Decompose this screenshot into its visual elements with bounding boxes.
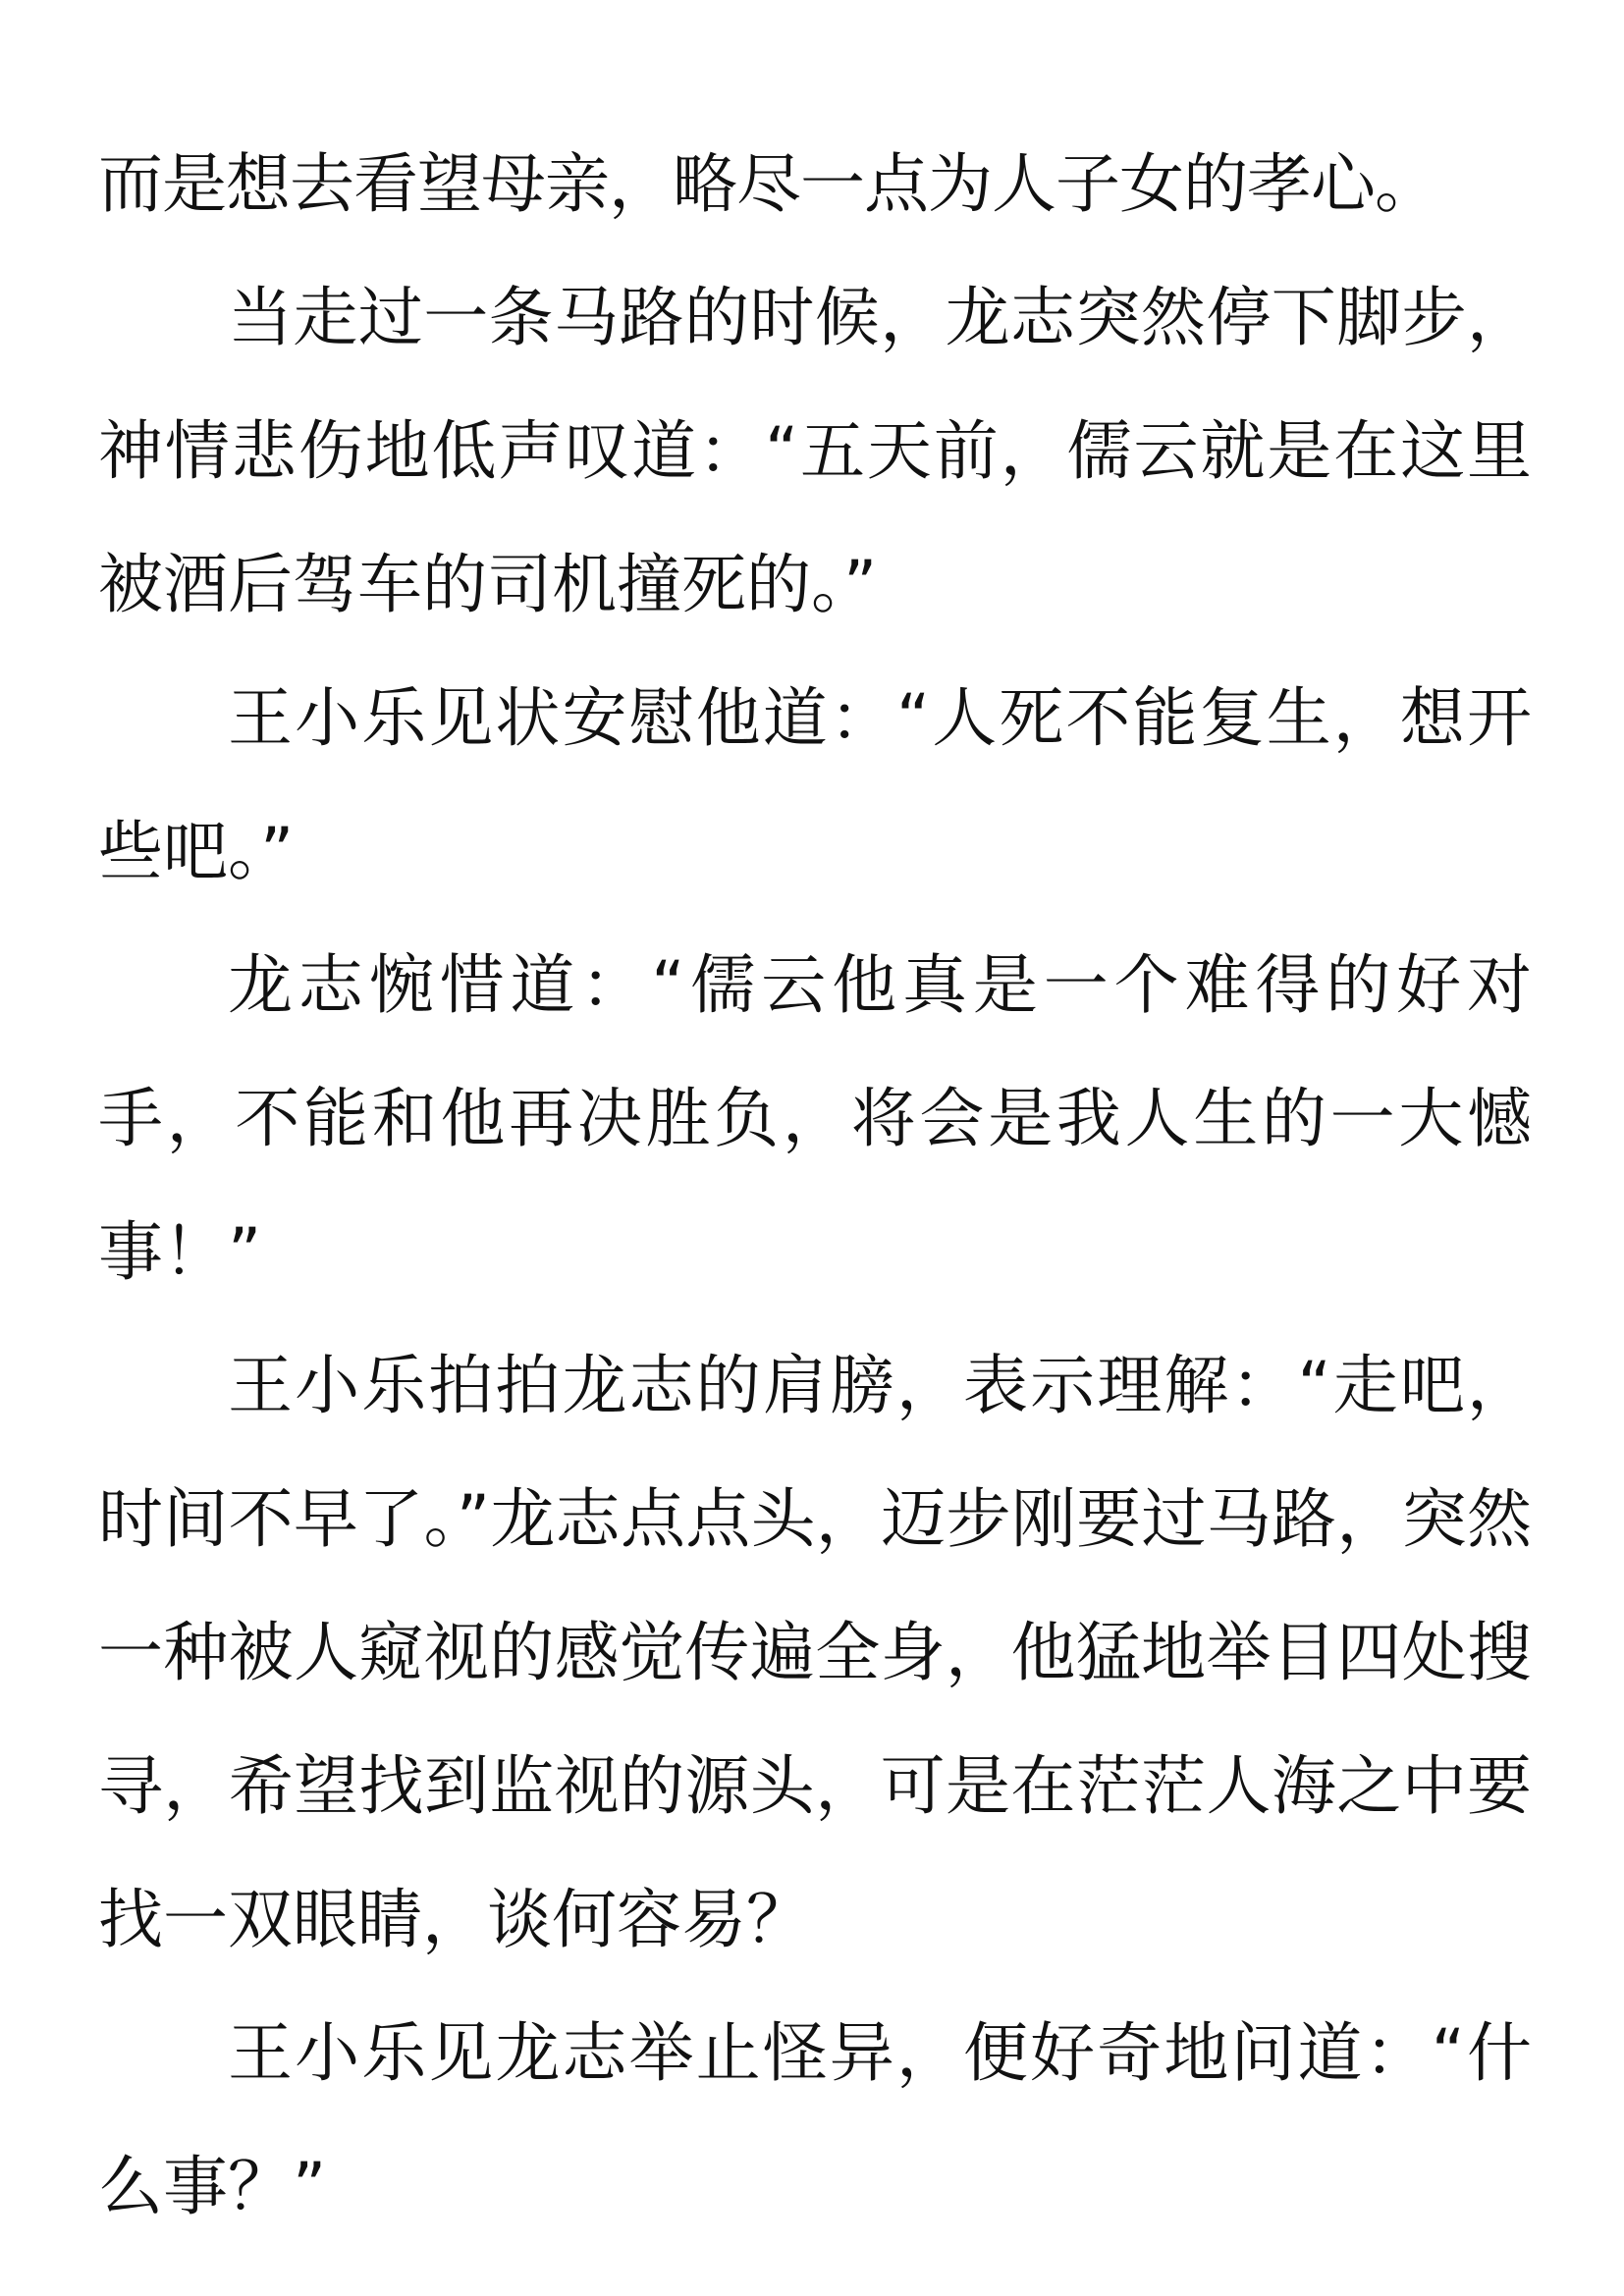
body-text — [98, 118, 1532, 2254]
paragraph: 王小乐见状安慰他道：“人死不能复生，想开些吧。” — [98, 680, 1532, 889]
paragraph: 当走过一条马路的时候，龙志突然停下脚步，神情悲伤地低声叹道：“五天前，儒云就是在这里被酒后驾车的司机撞死的。” — [98, 280, 1532, 622]
paragraph: 龙志惋惜道：“儒云他真是一个难得的好对手，不能和他再决胜负，将会是我人生的一大憾事！” — [98, 947, 1532, 1290]
paragraph: 王小乐见龙志举止怪异，便好奇地问道：“什么事？” — [98, 2015, 1532, 2224]
paragraph: 而是想去看望母亲，略尽一点为人子女的孝心。 — [98, 146, 1438, 222]
paragraph: 王小乐拍拍龙志的肩膀，表示理解：“走吧，时间不早了。”龙志点点头，迈步刚要过马路，突然一种被人窥视的感觉传遍全身，他猛地举目四处搜寻，希望找到监视的源头，可是在茫茫人海之中要找一双眼睛，谈何容易？ — [98, 1348, 1532, 1957]
